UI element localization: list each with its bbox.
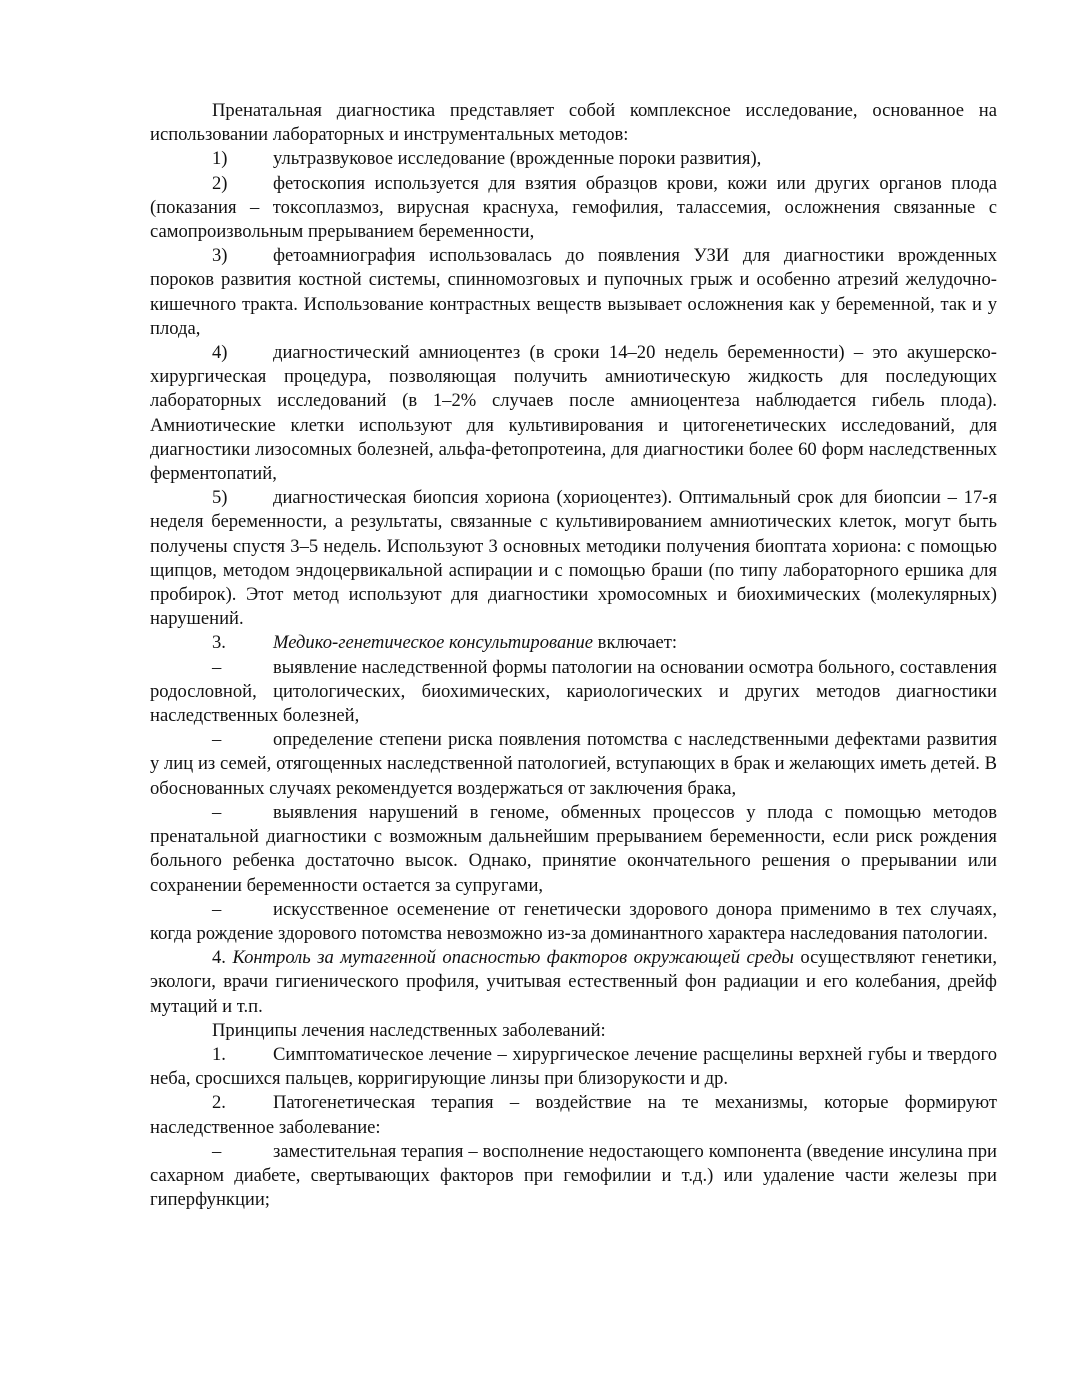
section-3-heading: [150, 631, 997, 655]
section-title: Контроль за мутагенной опасностью факторов окружающей среды: [232, 947, 794, 969]
item-number: 1.: [212, 1043, 226, 1065]
consult-item-2: [150, 728, 997, 801]
section-number: 4.: [212, 947, 226, 969]
item-text: определение степени риска появления потомства с наследственными дефектами развития у лиц из семей, отягощенных наследственной патологией, вступающих в брак и желающих иметь детей. В обоснованных случаях рекомендуется воздержаться от заключения брака,: [150, 729, 997, 799]
item-text: диагностическая биопсия хориона (хориоцентез). Оптимальный срок для биопсии – 17-я неделя беременности, а результаты, связанные с культивированием амниотических клеток, могут быть получены спустя 3–5 недель. Используют 3 основных методики получения биоптата хориона: с помощью щипцов, методом эндоцервикальной аспирации и с помощью браши (по типу лабораторного ершика для пробирок). Этот метод используют для диагностики хромосомных и биохимических (молекулярных) нарушений.: [150, 487, 997, 630]
item-text: выявления нарушений в геноме, обменных процессов у плода с помощью методов пренатальной диагностики с возможным дальнейшим прерыванием беременности, если риск рождения больного ребенка достаточно высок. Однако, принятие окончательного решения о прерывании или сохранении беременности остается за супругами,: [150, 801, 997, 896]
item-text: заместительная терапия – восполнение недостающего компонента (введение инсулина при сахарном диабете, свертывающих факторов при гемофилии и т.д.) или удаление части железы при гиперфункции;: [150, 1140, 997, 1211]
item-text: Патогенетическая терапия – воздействие на те механизмы, которые формируют наследственное заболевание:: [150, 1092, 997, 1138]
treatment-item-2: [150, 1091, 997, 1139]
consult-item-3: [150, 801, 997, 898]
dash-marker: –: [212, 656, 222, 678]
method-item-2: [150, 172, 997, 245]
method-item-4: [150, 341, 997, 486]
method-item-5: [150, 486, 997, 631]
item-text: фетоамниография использовалась до появления УЗИ для диагностики врожденных пороков развития костной системы, спинномозговых и пупочных грыж и особенно атрезий желудочно-кишечного тракта. Использование контрастных веществ вызывает осложнения как у беременной, так и у плода,: [150, 245, 997, 339]
item-text: ультразвуковое исследование (врожденные пороки развития),: [273, 148, 762, 170]
section-text: осуществляют генетики, экологи, врачи гигиенического профиля, учитывая естественный фон радиации и его колебания, дрейф мутаций и т.п.: [150, 947, 997, 1017]
method-item-3: [150, 244, 997, 341]
item-number: 4): [212, 342, 228, 364]
treatment-item-1: [150, 1043, 997, 1091]
dash-marker: –: [212, 1140, 222, 1162]
section-number: 3.: [212, 632, 226, 654]
dash-marker: –: [212, 801, 222, 823]
dash-marker: –: [212, 898, 222, 920]
intro-paragraph: Пренатальная диагностика представляет собой комплексное исследование, основанное на использовании лабораторных и инструментальных методов:: [150, 100, 997, 146]
item-number: 5): [212, 487, 228, 509]
item-number: 2): [212, 172, 228, 194]
section-title: Медико-генетическое консультирование: [273, 632, 594, 654]
section-text: включает:: [593, 632, 678, 654]
item-text: диагностический амниоцентез (в сроки 14–20 недель беременности) – это акушерско-хирургическая процедура, позволяющая получить амниотическую жидкость для последующих лабораторных исследований (в 1–2% случаев после амниоцентеза наблюдается гибель плода). Амниотические клетки используют для культивирования и цитогенетических исследований, для диагностики лизосомных болезней, альфа-фетопротеина, для диагностики более 60 форм наследственных ферментопатий,: [150, 342, 997, 485]
item-number: 2.: [212, 1092, 226, 1114]
treatment-subitem-1: [150, 1140, 997, 1213]
consult-item-4: [150, 898, 997, 946]
consult-item-1: [150, 656, 997, 729]
item-text: искусственное осеменение от генетически здорового донора применимо в тех случаях, когда рождение здорового потомства невозможно из-за доминантного характера наследования патологии.: [150, 898, 997, 944]
principles-heading: Принципы лечения наследственных заболеваний:: [212, 1019, 606, 1041]
method-item-1: [150, 147, 997, 171]
item-text: Симптоматическое лечение – хирургическое лечение расщелины верхней губы и твердого неба, сросшихся пальцев, корригирующие линзы при близорукости и др.: [150, 1043, 997, 1090]
item-number: 3): [212, 245, 228, 267]
document-page: [150, 99, 997, 1212]
item-text: выявление наследственной формы патологии на основании осмотра больного, составления родословной, цитологических, биохимических, кариологических и других методов диагностики наследственных болезней,: [150, 656, 997, 727]
section-4-paragraph: [150, 946, 997, 1019]
item-number: 1): [212, 148, 228, 170]
item-text: фетоскопия используется для взятия образцов крови, кожи или других органов плода (показания – токсоплазмоз, вирусная краснуха, гемофилия, талассемия, осложнения связанные с самопроизвольным прерыванием беременности,: [150, 172, 997, 243]
dash-marker: –: [212, 729, 222, 751]
